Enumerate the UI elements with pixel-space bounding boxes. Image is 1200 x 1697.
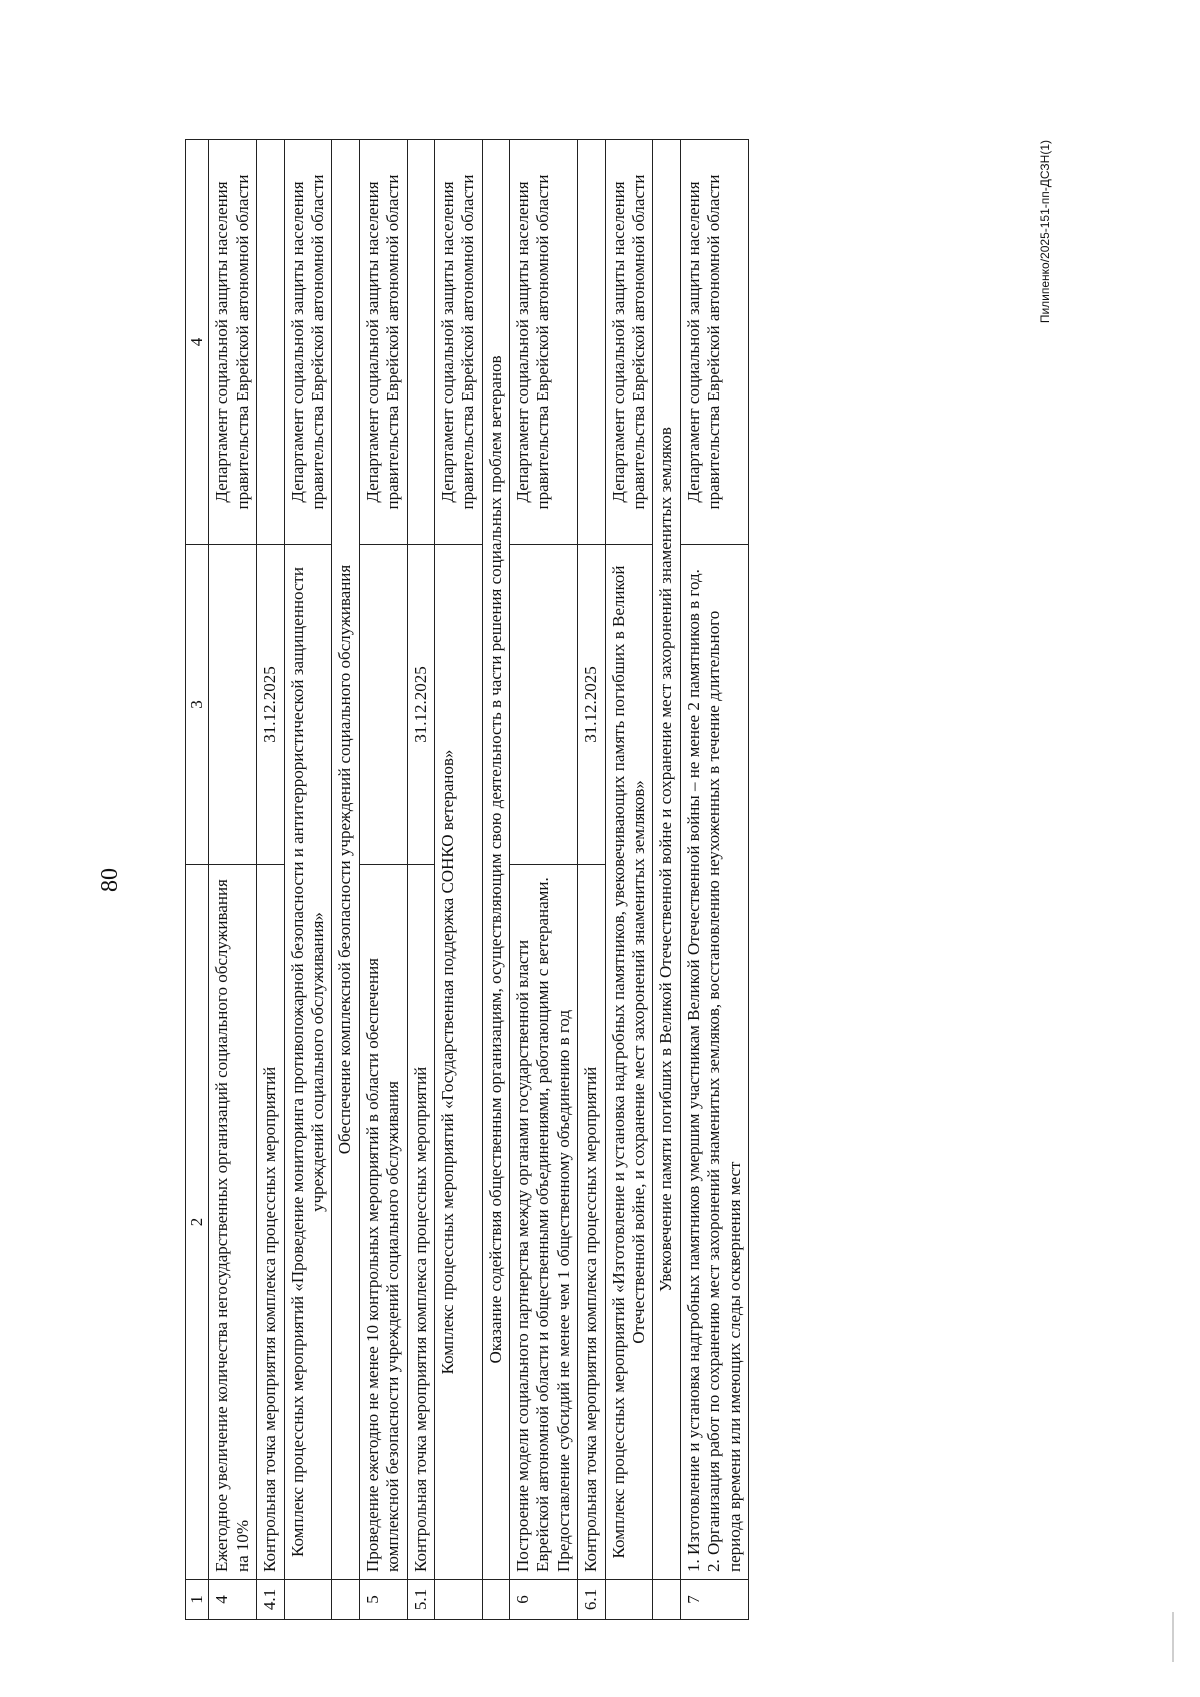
activity-name: Построение модели социального партнерства между органами государственной власти Еврейской автономной области и общественными объединениями, работающими с ветеранами. Предоставление субсидий не менее чем 1 общественному объединению в год bbox=[510, 865, 578, 1580]
row-number: 6.1 bbox=[578, 1580, 605, 1620]
table-row bbox=[605, 140, 653, 1620]
responsible-executor bbox=[578, 140, 605, 545]
section-row bbox=[653, 140, 680, 1620]
activity-item-1: 1. Изготовление и установка надгробных памятников умершим участникам Великой Отечественной войны – не менее 2 памятников в год. bbox=[683, 569, 703, 1572]
deadline-date: 31.12.2025 bbox=[407, 545, 434, 865]
deadline-date: 31.12.2025 bbox=[257, 545, 284, 865]
page-number: 80 bbox=[97, 868, 123, 892]
row-number bbox=[605, 1580, 653, 1620]
document-page bbox=[80, 125, 1065, 1635]
responsible-executor: Департамент социальной защиты населения правительства Еврейской автономной области bbox=[680, 140, 748, 545]
column-header-3: 3 bbox=[186, 545, 209, 865]
activity-name bbox=[680, 545, 748, 1580]
activity-name: Контрольная точка мероприятия комплекса процессных мероприятий bbox=[407, 865, 434, 1580]
table-row bbox=[257, 140, 284, 1620]
deadline-date bbox=[209, 545, 257, 865]
deadline-date: 31.12.2025 bbox=[578, 545, 605, 865]
deadline-date bbox=[359, 545, 407, 865]
activity-name: Контрольная точка мероприятия комплекса процессных мероприятий bbox=[257, 865, 284, 1580]
activities-table bbox=[185, 139, 749, 1620]
activity-name: Проведение ежегодно не менее 10 контрольных мероприятий в области обеспечения комплексной безопасности учреждений социального обслуживания bbox=[359, 865, 407, 1580]
table-row bbox=[680, 140, 748, 1620]
document-code: Пилипенко/2025-151-пп-ДСЗН(1) bbox=[1038, 140, 1052, 324]
row-number: 6 bbox=[510, 1580, 578, 1620]
section-empty-cell bbox=[482, 1580, 509, 1620]
section-row bbox=[482, 140, 509, 1620]
activity-name: Комплекс процессных мероприятий «Проведение мониторинга противопожарной безопасности и антитеррористической защищенности учреждений социального обслуживания» bbox=[284, 545, 332, 1580]
table-row bbox=[510, 140, 578, 1620]
responsible-executor: Департамент социальной защиты населения правительства Еврейской автономной области bbox=[209, 140, 257, 545]
table-row bbox=[407, 140, 434, 1620]
responsible-executor: Департамент социальной защиты населения правительства Еврейской автономной области bbox=[284, 140, 332, 545]
responsible-executor: Департамент социальной защиты населения правительства Еврейской автономной области bbox=[359, 140, 407, 545]
responsible-executor: Департамент социальной защиты населения правительства Еврейской автономной области bbox=[434, 140, 482, 545]
row-number: 4 bbox=[209, 1580, 257, 1620]
responsible-executor: Департамент социальной защиты населения правительства Еврейской автономной области bbox=[605, 140, 653, 545]
table-row bbox=[434, 140, 482, 1620]
column-header-1: 1 bbox=[186, 1580, 209, 1620]
activity-name: Контрольная точка мероприятия комплекса процессных мероприятий bbox=[578, 865, 605, 1580]
activity-name: Ежегодное увеличение количества негосударственных организаций социального обслуживания на 10% bbox=[209, 865, 257, 1580]
row-number bbox=[434, 1580, 482, 1620]
section-empty-cell bbox=[332, 1580, 359, 1620]
responsible-executor bbox=[257, 140, 284, 545]
row-number: 5.1 bbox=[407, 1580, 434, 1620]
section-title: Обеспечение комплексной безопасности учреждений социального обслуживания bbox=[332, 140, 359, 1580]
responsible-executor: Департамент социальной защиты населения правительства Еврейской автономной области bbox=[510, 140, 578, 545]
section-empty-cell bbox=[653, 1580, 680, 1620]
scan-edge-mark bbox=[1172, 1612, 1174, 1662]
column-header-2: 2 bbox=[186, 865, 209, 1580]
table-row bbox=[209, 140, 257, 1620]
row-number: 7 bbox=[680, 1580, 748, 1620]
activity-name: Комплекс процессных мероприятий «Государственная поддержка СОНКО ветеранов» bbox=[434, 545, 482, 1580]
table-row bbox=[359, 140, 407, 1620]
section-title: Увековечение памяти погибших в Великой Отечественной войне и сохранение мест захоронений знаменитых земляков bbox=[653, 140, 680, 1580]
row-number: 4.1 bbox=[257, 1580, 284, 1620]
row-number bbox=[284, 1580, 332, 1620]
responsible-executor bbox=[407, 140, 434, 545]
deadline-date bbox=[510, 545, 578, 865]
activity-item-2: 2. Организация работ по сохранению мест захоронений знаменитых земляков, восстановлению неухоженных в течение длительного периода времени или имеющих следы осквернения мест bbox=[704, 610, 744, 1572]
row-number: 5 bbox=[359, 1580, 407, 1620]
section-title: Оказание содействия общественным организациям, осуществляющим свою деятельность в части решения социальных проблем ветеранов bbox=[482, 140, 509, 1580]
section-row bbox=[332, 140, 359, 1620]
activity-name: Комплекс процессных мероприятий «Изготовление и установка надгробных памятников, увековечивающих память погибших в Великой Отечественной войне, и сохранение мест захоронений знаменитых земляков» bbox=[605, 545, 653, 1580]
column-header-4: 4 bbox=[186, 140, 209, 545]
table-row bbox=[284, 140, 332, 1620]
table-header-row bbox=[186, 140, 209, 1620]
table-row bbox=[578, 140, 605, 1620]
